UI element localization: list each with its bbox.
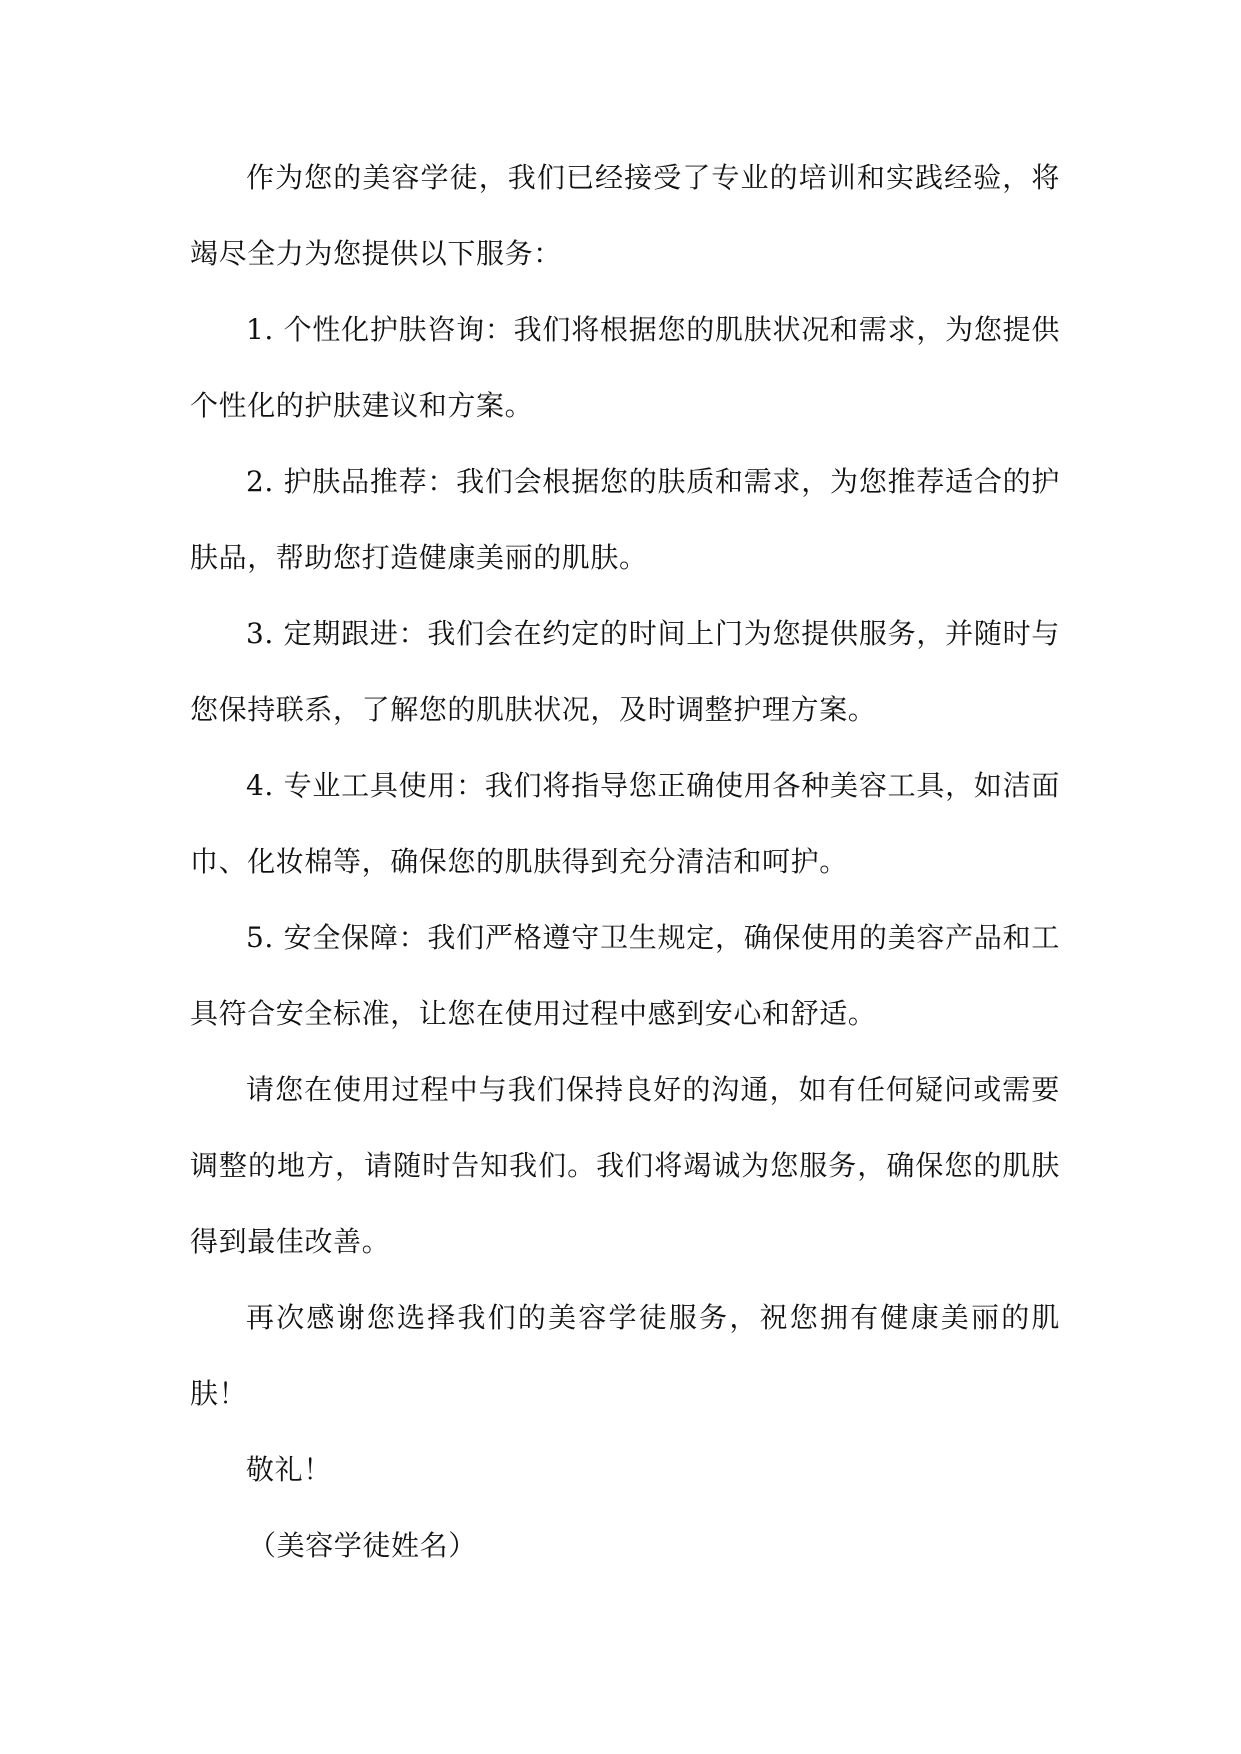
communication-paragraph: 请您在使用过程中与我们保持良好的沟通，如有任何疑问或需要调整的地方，请随时告知我们。我们将竭诚为您服务，确保您的肌肤得到最佳改善。 bbox=[190, 1073, 1060, 1258]
service-item-1: 1. 个性化护肤咨询：我们将根据您的肌肤状况和需求，为您提供个性化的护肤建议和方案。 bbox=[190, 313, 1060, 422]
letter-body bbox=[190, 140, 1060, 1584]
service-item-3: 3. 定期跟进：我们会在约定的时间上门为您提供服务，并随时与您保持联系，了解您的肌肤状况，及时调整护理方案。 bbox=[190, 617, 1060, 726]
service-item-2: 2. 护肤品推荐：我们会根据您的肤质和需求，为您推荐适合的护肤品，帮助您打造健康美丽的肌肤。 bbox=[190, 465, 1060, 574]
service-item-4: 4. 专业工具使用：我们将指导您正确使用各种美容工具，如洁面巾、化妆棉等，确保您的肌肤得到充分清洁和呵护。 bbox=[190, 769, 1060, 878]
service-item-5: 5. 安全保障：我们严格遵守卫生规定，确保使用的美容产品和工具符合安全标准，让您在使用过程中感到安心和舒适。 bbox=[190, 921, 1060, 1030]
thanks-paragraph: 再次感谢您选择我们的美容学徒服务，祝您拥有健康美丽的肌肤！ bbox=[190, 1301, 1060, 1410]
salutation: 敬礼！ bbox=[246, 1453, 332, 1486]
intro-paragraph: 作为您的美容学徒，我们已经接受了专业的培训和实践经验，将竭尽全力为您提供以下服务： bbox=[190, 161, 1060, 270]
signature: （美容学徒姓名） bbox=[248, 1529, 477, 1562]
